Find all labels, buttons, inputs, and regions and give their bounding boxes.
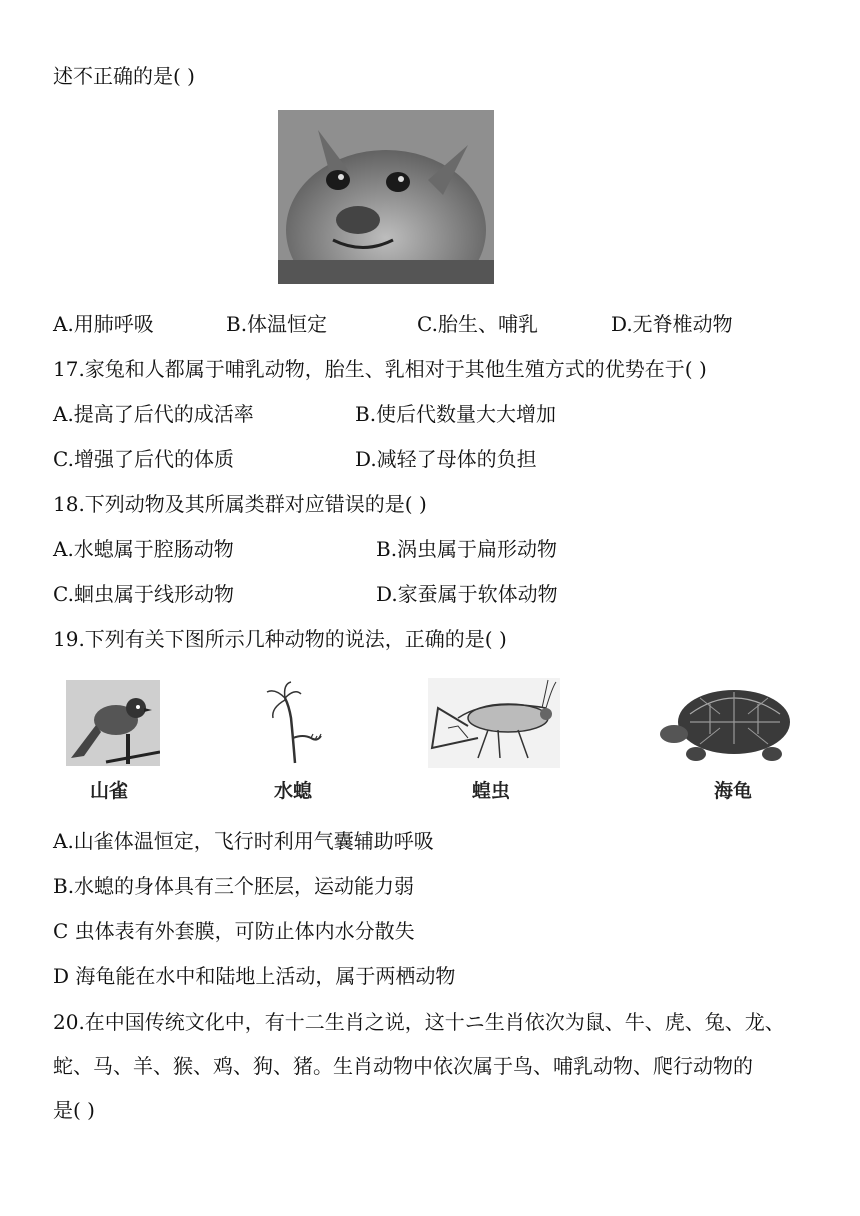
locust-illustration bbox=[428, 678, 560, 768]
tit-bird-illustration bbox=[66, 680, 160, 766]
q18-option-a: A.水螅属于腔肠动物 bbox=[53, 537, 234, 561]
q16-option-d: D.无脊椎动物 bbox=[611, 312, 733, 336]
caption-tit: 山雀 bbox=[90, 780, 129, 802]
tit-photo bbox=[66, 680, 160, 766]
q19-option-a: A.山雀体温恒定，飞行时利用气囊辅助呼吸 bbox=[53, 829, 434, 853]
caption-locust: 蝗虫 bbox=[472, 780, 511, 802]
q16-option-b: B.体温恒定 bbox=[226, 312, 328, 336]
q17-option-b: B.使后代数量大大增加 bbox=[355, 402, 557, 426]
q19-option-d: D 海龟能在水中和陆地上活动，属于两栖动物 bbox=[53, 964, 456, 988]
q16-stem-tail: 述不正确的是( ) bbox=[53, 64, 195, 88]
q17-stem: 17.家兔和人都属于哺乳动物，胎生、乳相对于其他生殖方式的优势在于( ) bbox=[53, 357, 707, 381]
caption-turtle: 海龟 bbox=[714, 780, 753, 802]
turtle-photo bbox=[660, 684, 800, 764]
q20-stem-line3: 是( ) bbox=[53, 1098, 95, 1122]
hydra-illustration bbox=[255, 678, 335, 766]
q19-option-c: C 虫体表有外套膜，可防止体内水分散失 bbox=[53, 919, 415, 943]
q19-option-b: B.水螅的身体具有三个胚层，运动能力弱 bbox=[53, 874, 415, 898]
q18-stem: 18.下列动物及其所属类群对应错误的是( ) bbox=[53, 492, 427, 516]
locust-drawing bbox=[428, 678, 560, 768]
q17-option-d: D.减轻了母体的负担 bbox=[355, 447, 537, 471]
q18-option-c: C.蛔虫属于线形动物 bbox=[53, 582, 234, 606]
q16-option-c: C.胎生、哺乳 bbox=[417, 312, 538, 336]
hydra-drawing bbox=[255, 678, 335, 766]
caption-hydra: 水螅 bbox=[274, 780, 313, 802]
q17-option-a: A.提高了后代的成活率 bbox=[53, 402, 254, 426]
q16-option-a: A.用肺呼吸 bbox=[53, 312, 154, 336]
q18-option-d: D.家蚕属于软体动物 bbox=[376, 582, 558, 606]
bat-photo bbox=[278, 110, 494, 284]
bat-illustration bbox=[278, 110, 494, 284]
q17-option-c: C.增强了后代的体质 bbox=[53, 447, 234, 471]
turtle-illustration bbox=[660, 684, 800, 764]
q20-stem-line2: 蛇、马、羊、猴、鸡、狗、猪。生肖动物中依次属于鸟、哺乳动物、爬行动物的 bbox=[53, 1054, 753, 1078]
q18-option-b: B.涡虫属于扁形动物 bbox=[376, 537, 558, 561]
q20-stem-line1: 20.在中国传统文化中，有十二生肖之说，这十ニ生肖依次为鼠、牛、虎、兔、龙、 bbox=[53, 1010, 785, 1034]
q19-stem: 19.下列有关下图所示几种动物的说法，正确的是( ) bbox=[53, 627, 507, 651]
